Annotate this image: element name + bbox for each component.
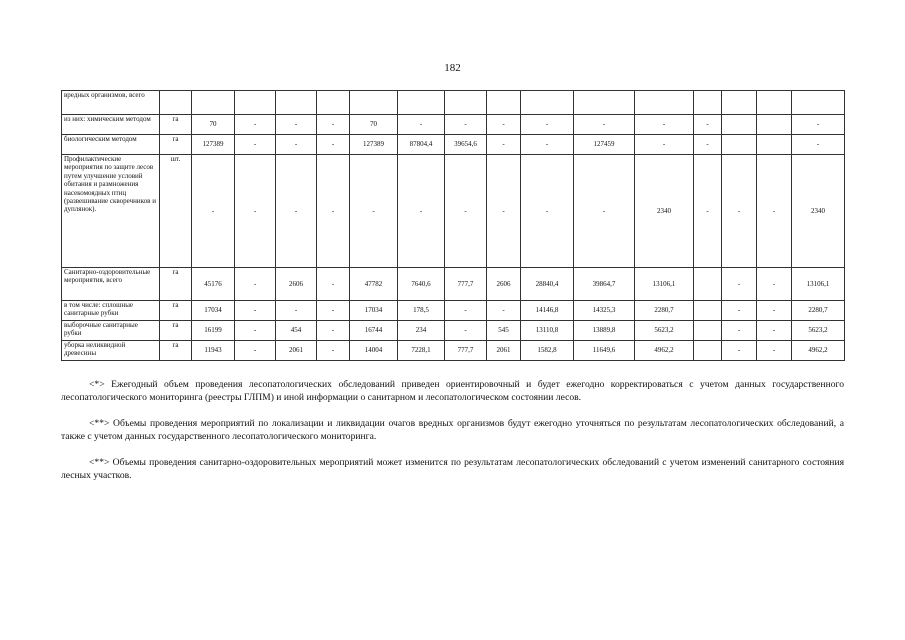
table-cell: - (757, 155, 792, 268)
table-cell (694, 321, 722, 341)
row-label: в том числе: сплошные санитарные рубки (62, 301, 160, 321)
table-cell: 178,5 (398, 301, 445, 321)
table-cell: 545 (487, 321, 521, 341)
table-cell: 127459 (574, 135, 635, 155)
table-cell: - (487, 155, 521, 268)
table-cell: - (635, 115, 694, 135)
table-cell: 39864,7 (574, 268, 635, 301)
table-cell: 16744 (350, 321, 398, 341)
table-cell (792, 91, 845, 115)
table-cell: 127389 (192, 135, 235, 155)
table-cell: - (445, 301, 487, 321)
table-cell: 70 (350, 115, 398, 135)
table-cell: 13106,1 (635, 268, 694, 301)
table-row (62, 155, 845, 268)
table-cell: 47782 (350, 268, 398, 301)
table-cell: - (722, 321, 757, 341)
table-cell: 777,7 (445, 268, 487, 301)
table-cell: - (757, 321, 792, 341)
table-cell: 5623,2 (635, 321, 694, 341)
table-cell: 2280,7 (635, 301, 694, 321)
table-cell: 2606 (276, 268, 317, 301)
table-cell: 11943 (192, 341, 235, 361)
table-cell: - (235, 321, 276, 341)
table-row (62, 91, 845, 115)
footnote-2: <**> Объемы проведения мероприятий по локализации и ликвидации очагов вредных организмов будут ежегодно уточняться по результатам лесопатологических обследований, а также с учетом данных государственного лесопатологического мониторинга. (61, 418, 844, 442)
table-cell: - (574, 115, 635, 135)
table-cell: 454 (276, 321, 317, 341)
table-cell (635, 91, 694, 115)
table-cell: - (694, 115, 722, 135)
table-cell: 777,7 (445, 341, 487, 361)
table-row (62, 115, 845, 135)
row-unit: га (160, 135, 192, 155)
table-row (62, 341, 845, 361)
table-cell: - (235, 115, 276, 135)
table-cell (276, 91, 317, 115)
table-cell (722, 91, 757, 115)
table-cell: 70 (192, 115, 235, 135)
table-cell: - (317, 341, 350, 361)
table-cell: 13110,8 (521, 321, 574, 341)
table-cell (757, 91, 792, 115)
table-cell (694, 341, 722, 361)
table-cell: 5623,2 (792, 321, 845, 341)
table-cell (445, 91, 487, 115)
table-cell: - (276, 155, 317, 268)
table-cell: - (445, 321, 487, 341)
table-cell: - (317, 321, 350, 341)
table-row (62, 268, 845, 301)
row-label: из них: химическим методом (62, 115, 160, 135)
footnotes (61, 379, 844, 496)
table-cell: - (317, 301, 350, 321)
table-cell: 45176 (192, 268, 235, 301)
table-cell: - (445, 115, 487, 135)
table-cell: - (398, 115, 445, 135)
table-cell: - (722, 268, 757, 301)
row-unit: шт. (160, 155, 192, 268)
table-cell: 4962,2 (635, 341, 694, 361)
table-cell: - (722, 155, 757, 268)
table-cell (757, 135, 792, 155)
table-cell: 2061 (276, 341, 317, 361)
table-cell (722, 135, 757, 155)
table-cell: 4962,2 (792, 341, 845, 361)
row-label: вредных организмов, всего (62, 91, 160, 115)
table-cell: - (317, 268, 350, 301)
table-cell: - (722, 301, 757, 321)
table-cell: - (722, 341, 757, 361)
footnote-1: <*> Ежегодный объем проведения лесопатологических обследований приведен ориентировочный и будет ежегодно корректироваться с учетом данных государственного лесопатологического мониторинга (реестры ГЛПМ) и иной информации о санитарном и лесопатологическом состоянии лесов. (61, 379, 844, 403)
table-cell: 127389 (350, 135, 398, 155)
table-cell: - (276, 115, 317, 135)
table-cell: - (235, 301, 276, 321)
table-cell (694, 91, 722, 115)
row-unit: га (160, 268, 192, 301)
table-cell: - (235, 155, 276, 268)
table-cell: - (521, 155, 574, 268)
table-cell: 39654,6 (445, 135, 487, 155)
table-row (62, 301, 845, 321)
table-cell: 14146,8 (521, 301, 574, 321)
row-label: уборка неликвидной древесины (62, 341, 160, 361)
table-cell: - (317, 155, 350, 268)
data-table (61, 90, 845, 361)
row-label: выборочные санитарные рубки (62, 321, 160, 341)
table-cell (574, 91, 635, 115)
page-number: 182 (444, 62, 461, 74)
table-cell: 2340 (792, 155, 845, 268)
table-cell: - (757, 341, 792, 361)
row-label: биологическим методом (62, 135, 160, 155)
table-cell: - (521, 115, 574, 135)
table-cell: - (398, 155, 445, 268)
footnote-3: <**> Объемы проведения санитарно-оздоровительных мероприятий может изменится по результатам лесопатологических обследований с учетом изменений санитарного состояния лесных участков. (61, 457, 844, 481)
table-cell: - (521, 135, 574, 155)
table-cell: - (694, 135, 722, 155)
table-cell (317, 91, 350, 115)
table-row (62, 321, 845, 341)
table-cell: - (757, 268, 792, 301)
table-cell: 2340 (635, 155, 694, 268)
table-cell: 7640,6 (398, 268, 445, 301)
table-cell: - (757, 301, 792, 321)
row-unit: га (160, 341, 192, 361)
table-row (62, 135, 845, 155)
table-cell: 13889,8 (574, 321, 635, 341)
table-cell: 234 (398, 321, 445, 341)
table-cell (192, 91, 235, 115)
table-cell: 2606 (487, 268, 521, 301)
table-cell (694, 268, 722, 301)
table-cell: - (192, 155, 235, 268)
table-cell: 1582,8 (521, 341, 574, 361)
row-unit: га (160, 301, 192, 321)
row-unit (160, 91, 192, 115)
table-cell (757, 115, 792, 135)
table-cell (350, 91, 398, 115)
table-cell: 2061 (487, 341, 521, 361)
table-cell: 7228,1 (398, 341, 445, 361)
table-cell: 2280,7 (792, 301, 845, 321)
table-cell (694, 301, 722, 321)
table-cell: 87804,4 (398, 135, 445, 155)
table-cell: 14325,3 (574, 301, 635, 321)
table-cell: - (487, 301, 521, 321)
row-label: Профилактические мероприятия по защите лесов путем улучшение условий обитания и размножения насекомоядных птиц (развешивание скворечников и дуплянок). (62, 155, 160, 268)
table-cell: - (317, 115, 350, 135)
table-cell (722, 115, 757, 135)
table-cell: - (235, 341, 276, 361)
table-cell: 17034 (350, 301, 398, 321)
table-cell: - (694, 155, 722, 268)
row-unit: га (160, 321, 192, 341)
table-cell: 13106,1 (792, 268, 845, 301)
table-cell (521, 91, 574, 115)
table-cell: - (792, 135, 845, 155)
table-cell: - (235, 268, 276, 301)
table-cell: - (574, 155, 635, 268)
table-cell: - (445, 155, 487, 268)
row-unit: га (160, 115, 192, 135)
table-cell (235, 91, 276, 115)
table-cell: - (792, 115, 845, 135)
table-cell: - (276, 301, 317, 321)
table-cell: - (317, 135, 350, 155)
table-cell: - (487, 115, 521, 135)
table-cell (487, 91, 521, 115)
table-cell: - (487, 135, 521, 155)
table-cell (398, 91, 445, 115)
table-cell: 14004 (350, 341, 398, 361)
table-cell: 17034 (192, 301, 235, 321)
table-cell: 28840,4 (521, 268, 574, 301)
table-cell: 11649,6 (574, 341, 635, 361)
table-cell: - (235, 135, 276, 155)
row-label: Санитарно-оздоровительные мероприятия, всего (62, 268, 160, 301)
table-cell: - (635, 135, 694, 155)
table-cell: - (276, 135, 317, 155)
table-cell: 16199 (192, 321, 235, 341)
table-cell: - (350, 155, 398, 268)
